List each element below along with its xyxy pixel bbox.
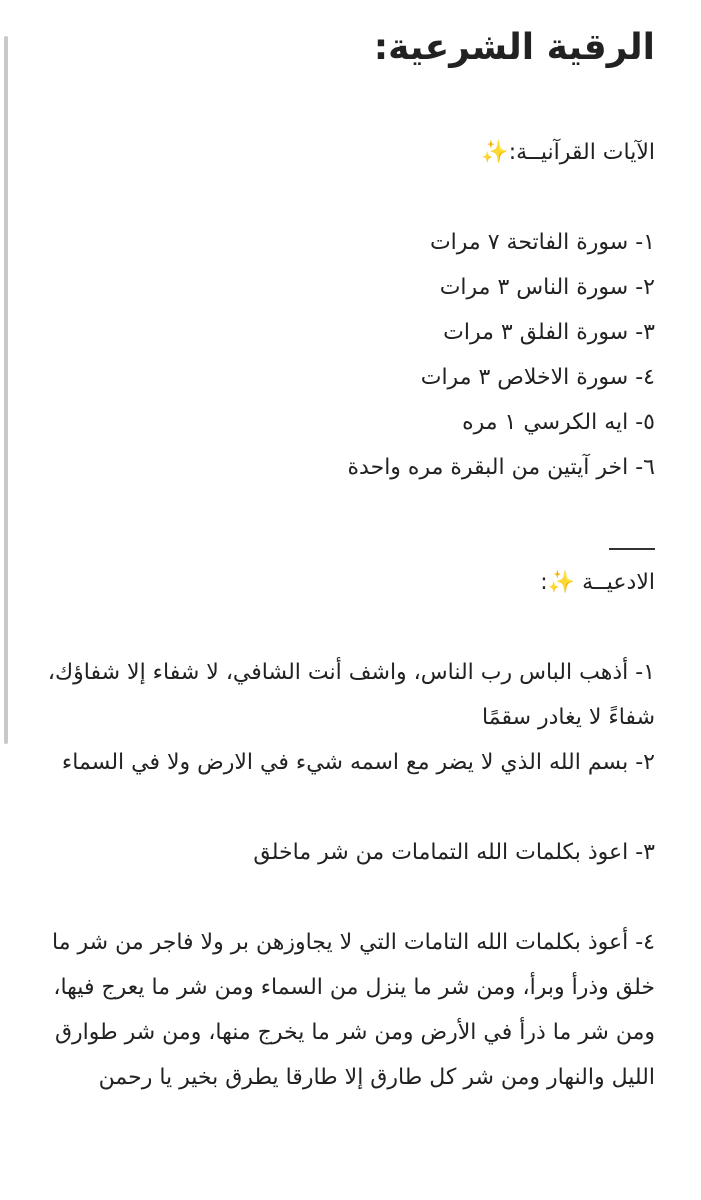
note-content xyxy=(40,0,655,1100)
list-item: ٢- سورة الناس ٣ مرات xyxy=(439,275,655,300)
quran-section-heading xyxy=(40,130,655,175)
spacer xyxy=(40,605,655,650)
sparkles-icon: ✨ xyxy=(547,570,576,595)
spacer xyxy=(40,785,655,830)
duas-section-heading xyxy=(40,560,655,605)
list-item: ٥- ايه الكرسي ١ مره xyxy=(462,410,655,435)
quran-list xyxy=(40,220,655,490)
list-item: ٦- اخر آيتين من البقرة مره واحدة xyxy=(347,455,655,480)
scroll-indicator[interactable] xyxy=(4,36,8,744)
dua-item: ٣- اعوذ بكلمات الله التمامات من شر ماخلق xyxy=(253,840,655,865)
spacer xyxy=(40,175,655,220)
dua-item: ٢- بسم الله الذي لا يضر مع اسمه شيء في الارض ولا في السماء xyxy=(61,750,655,775)
list-item: ١- سورة الفاتحة ٧ مرات xyxy=(429,230,655,255)
duas-heading-text: الادعيــة xyxy=(582,570,655,595)
quran-heading-text: الآيات القرآنيــة: xyxy=(508,140,655,165)
list-item: ٣- سورة الفلق ٣ مرات xyxy=(443,320,655,345)
section-divider xyxy=(609,548,655,550)
spacer xyxy=(40,875,655,920)
duas-heading-suffix: : xyxy=(540,570,548,595)
dua-item: ٤- أعوذ بكلمات الله التامات التي لا يجاوزهن بر ولا فاجر من شر ما خلق وذرأ وبرأ، ومن شر ما ينزل من السماء ومن شر ما يعرج فيها، ومن شر ما ذرأ في الأرض ومن شر ما يخرج منها، ومن شر طوارق الليل والنهار ومن شر كل طارق إلا طارقا يطرق بخير يا رحمن xyxy=(52,930,655,1090)
page-title: الرقية الشرعية: xyxy=(373,27,655,68)
sparkles-icon: ✨ xyxy=(481,140,509,165)
list-item: ٤- سورة الاخلاص ٣ مرات xyxy=(420,365,655,390)
dua-item: ١- أذهب الباس رب الناس، واشف أنت الشافي، لا شفاء إلا شفاؤك، شفاءً لا يغادر سقمًا xyxy=(47,660,655,730)
